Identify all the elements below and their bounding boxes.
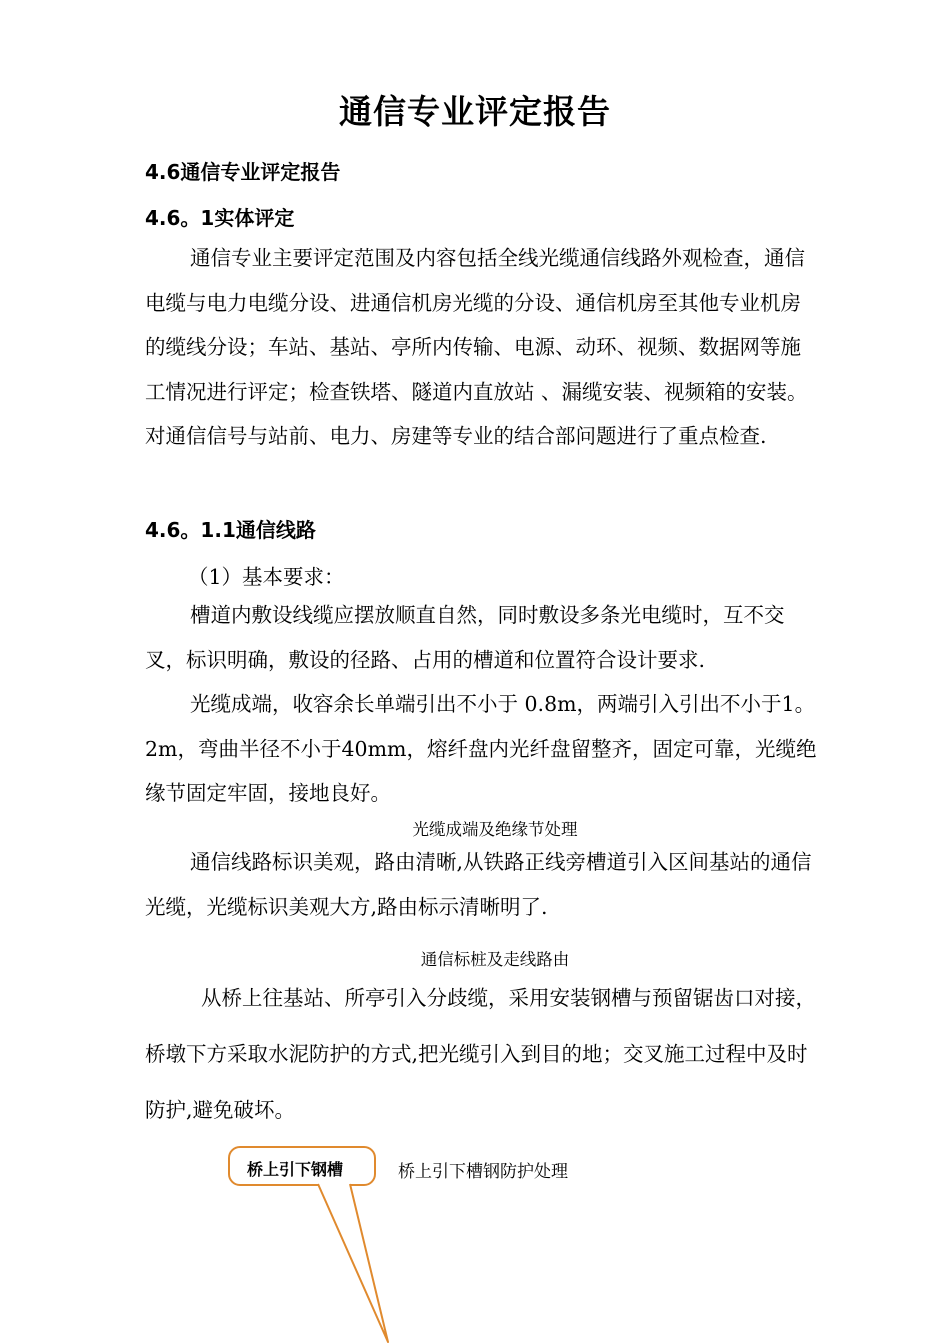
paragraph-line-markers: 通信线路标识美观，路由清晰,从铁路正线旁槽道引入区间基站的通信光缆，光缆标识美观大方,路由标示清晰明了. [145,850,812,919]
document-title: 通信专业评定报告 [339,92,611,131]
section-heading-4-6-1-1: 4.6。1.1通信线路 [145,518,316,542]
caption-bridge-channel-protection: 桥上引下槽钢防护处理 [398,1162,568,1182]
paragraph-scope: 通信专业主要评定范围及内容包括全线光缆通信线路外观检查，通信电缆与电力电缆分设、进通信机房光缆的分设、通信机房至其他专业机房的缆线分设；车站、基站、亭所内传输、电源、动环、视频、数据网等施工情况进行评定；检查铁塔、隧道内直放站 、漏缆安装、视频箱的安装。对通信信号与站前、电力、房建等专业的结合部问题进行了重点检查. [145,246,808,448]
section-heading-4-6: 4.6通信专业评定报告 [145,160,341,184]
callout-pointer [300,1182,410,1344]
paragraph-bridge-cable: 从桥上往基站、所亭引入分歧缆，采用安装钢槽与预留锯齿口对接，桥墩下方采取水泥防护的方式,把光缆引入到目的地；交叉施工过程中及时防护,避免破坏。 [145,986,816,1122]
basic-requirements-label: （1）基本要求： [188,565,345,589]
paragraph-cable-laying: 槽道内敷设线缆应摆放顺直自然，同时敷设多条光电缆时，互不交叉，标识明确，敷设的径路、占用的槽道和位置符合设计要求. [145,603,785,672]
caption-cable-termination: 光缆成端及绝缘节处理 [412,820,578,839]
caption-markers-routing: 通信标桩及走线路由 [420,950,570,969]
section-heading-4-6-1: 4.6。1实体评定 [145,206,295,230]
paragraph-cable-termination: 光缆成端，收容余长单端引出不小于 0.8m，两端引入引出不小于1。2m，弯曲半径不小于40mm，熔纤盘内光纤盘留整齐，固定可靠，光缆绝缘节固定牢固，接地良好。 [145,692,817,805]
callout-label: 桥上引下钢槽 [247,1160,344,1179]
